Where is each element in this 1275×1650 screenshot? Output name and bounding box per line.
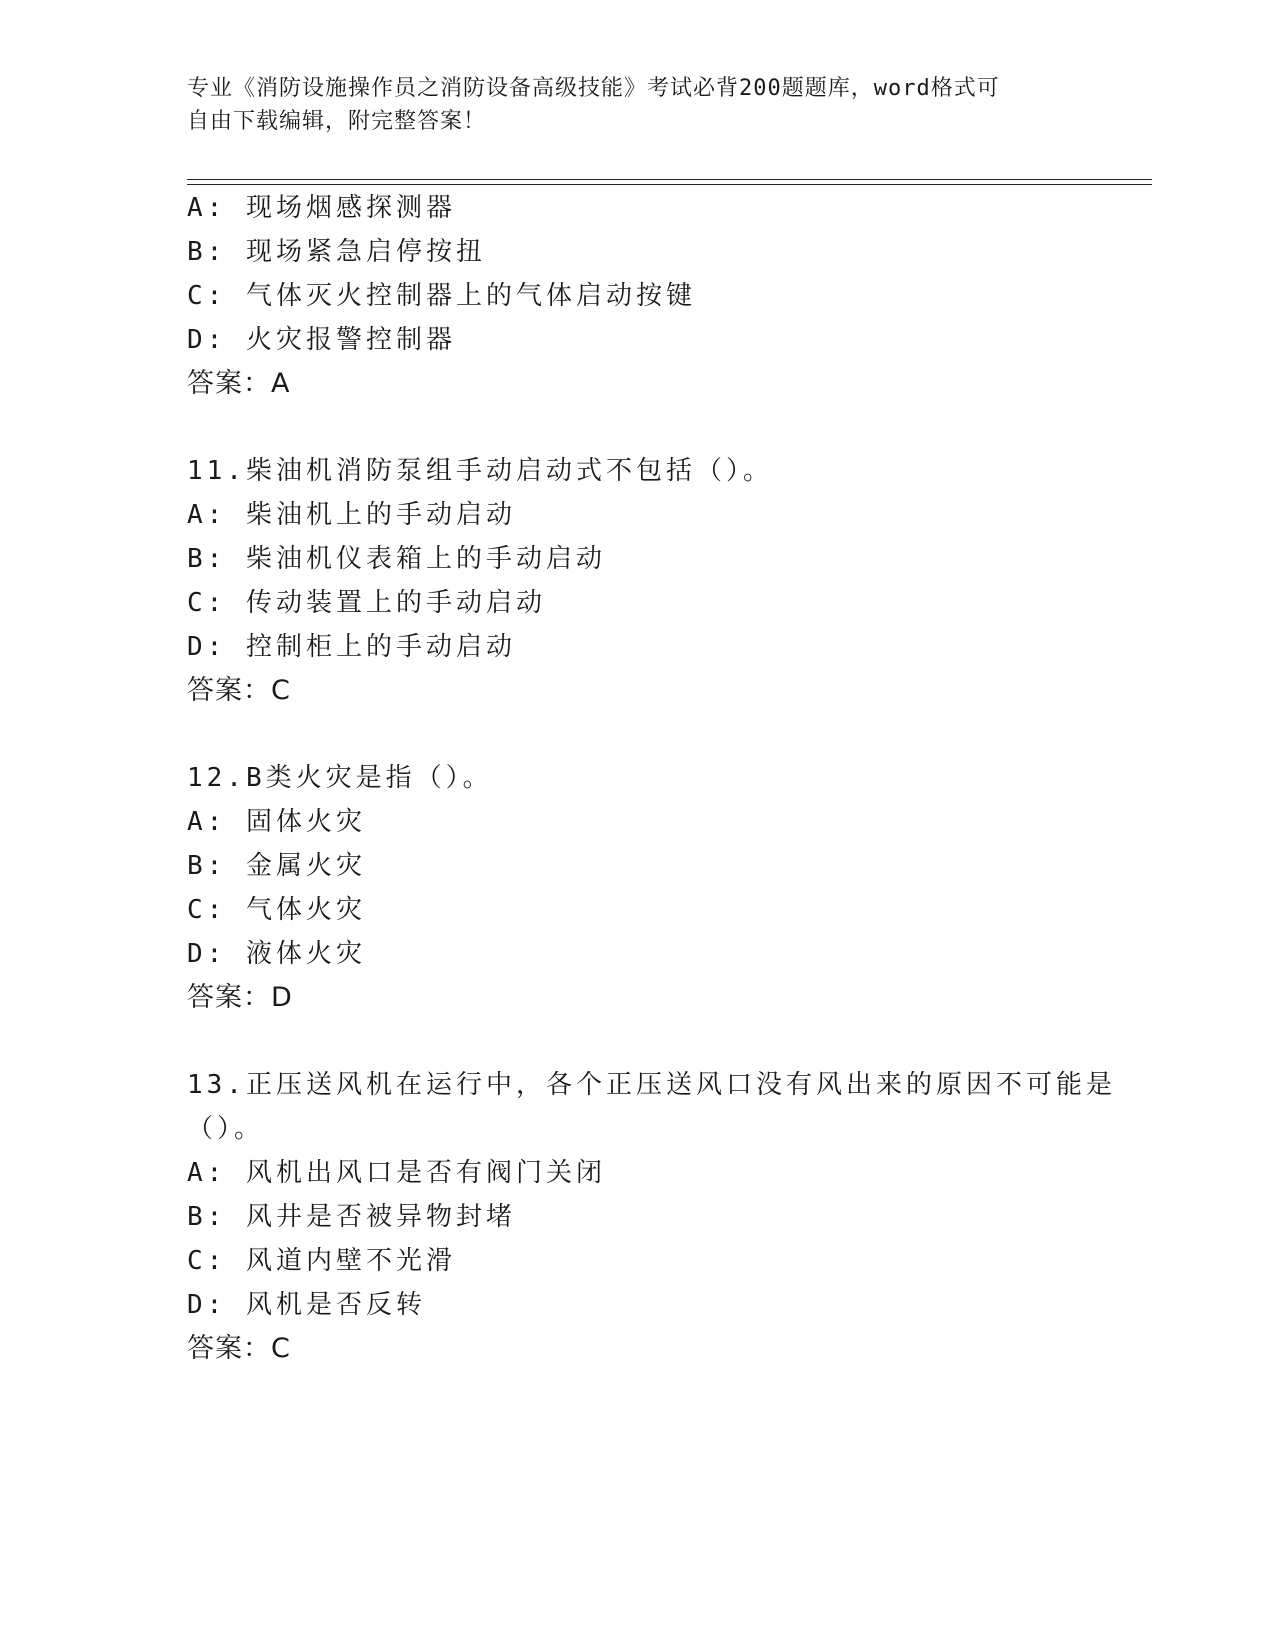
q13-option-c: C: 风道内壁不光滑 [187, 1246, 456, 1276]
q12-option-a: A: 固体火灾 [187, 807, 366, 837]
q10-answer: 答案：A [187, 368, 291, 399]
q12-option-d: D: 液体火灾 [187, 939, 366, 969]
q11-option-d: D: 控制柜上的手动启动 [187, 632, 516, 662]
q12-answer: 答案：D [187, 982, 293, 1013]
q13-answer: 答案：C [187, 1333, 291, 1364]
header-line-2: 自由下载编辑，附完整答案！ [187, 109, 487, 134]
q13-option-a: A: 风机出风口是否有阀门关闭 [187, 1158, 606, 1188]
q11-question: 11.柴油机消防泵组手动启动式不包括（）。 [187, 456, 773, 486]
q12-option-c: C: 气体火灾 [187, 895, 366, 925]
q13-question-line-1: 13.正压送风机在运行中，各个正压送风口没有风出来的原因不可能是 [187, 1070, 1116, 1100]
q13-option-d: D: 风机是否反转 [187, 1290, 426, 1320]
q10-option-a: A: 现场烟感探测器 [187, 193, 456, 223]
header-divider-bottom [187, 184, 1152, 185]
q11-option-b: B: 柴油机仪表箱上的手动启动 [187, 544, 606, 574]
q13-question-line-2: （）。 [187, 1114, 265, 1144]
q10-option-c: C: 气体灭火控制器上的气体启动按键 [187, 281, 696, 311]
q12-option-b: B: 金属火灾 [187, 851, 366, 881]
q13-option-b: B: 风井是否被异物封堵 [187, 1202, 516, 1232]
q11-option-a: A: 柴油机上的手动启动 [187, 500, 516, 530]
header-line-1: 专业《消防设施操作员之消防设备高级技能》考试必背200题题库，word格式可 [187, 76, 1000, 101]
q12-question: 12.B类火灾是指（）。 [187, 763, 493, 793]
q11-option-c: C: 传动装置上的手动启动 [187, 588, 546, 618]
document-header [187, 72, 1087, 138]
q10-option-b: B: 现场紧急启停按扭 [187, 237, 486, 267]
header-divider-top [187, 179, 1152, 180]
q10-option-d: D: 火灾报警控制器 [187, 325, 456, 355]
q11-answer: 答案：C [187, 675, 291, 706]
